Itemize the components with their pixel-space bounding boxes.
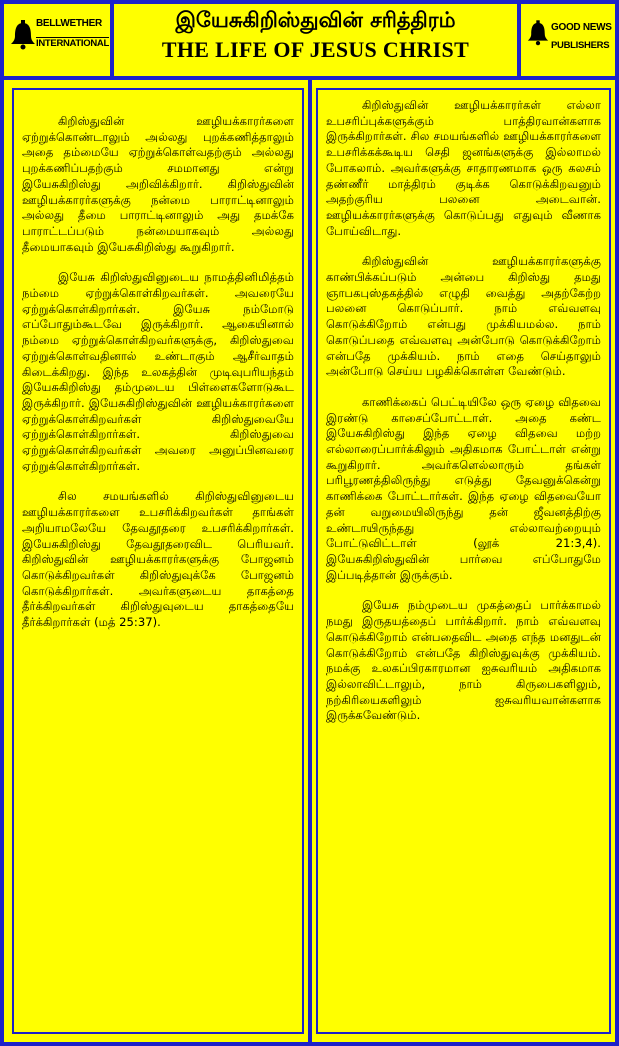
bell-icon <box>527 18 549 48</box>
paragraph: காணிக்கைப் பெட்டியிலே ஒரு ஏழை விதவை இரண்டு காசைப்போட்டாள். அதை கண்ட இயேசுகிறிஸ்து இந்த ஏழை விதவை மற்ற எல்லாரைப்பார்க்கிலும் அதிகமாக போட்டாள் என்று கூறுகிறார். அவர்களெல்லாரும் தங்கள் பரிபூரணத்திலிருந்து எடுத்து தேவனுக்கென்று காணிக்கை போட்டார்கள். இந்த ஏழை விதவையோ தன் வறுமையிலிருந்து தன் ஜீவனத்திற்கு உண்டாயிருந்தது எல்லாவற்றையும் போட்டுவிட்டாள் (லூக் 21:3,4). இயேசுகிறிஸ்துவின் பார்வை எப்போதுமே இப்படித்தான் இருக்கும். <box>326 394 601 582</box>
paragraph: கிறிஸ்துவின் ஊழியக்காரர்களை ஏற்றுக்கொண்டாலும் அல்லது புறக்கணித்தாலும் அதை தம்மையே ஏற்றுக்கொள்வதற்கும் அல்லது புறக்கணிப்பதற்கும் சமமானது என்று இயேசுகிறிஸ்து அறிவிக்கிறார். கிறிஸ்துவின் ஊழியக்காரர்களுக்கு நன்மை பாராட்டினாலும் அல்லது தீமை பாராட்டினாலும் அது தமக்கே பாராட்டப்படும் நன்மையாகவும் அல்லது தீமையாகவும் இயேசுகிறிஸ்து கூறுகிறார். <box>22 114 294 254</box>
good-news-logo <box>521 4 615 76</box>
logo-line1: GOOD NEWS <box>551 22 612 33</box>
right-column-frame <box>316 88 611 1034</box>
left-column <box>4 80 308 1042</box>
paragraph: கிறிஸ்துவின் ஊழியக்காரர்கள் எல்லா உபசரிப்புக்களுக்கும் பாத்திரவான்களாக இருக்கிறார்கள். சில சமயங்களில் ஊழியக்காரர்களை உபசரிக்கக்கூடிய செதி ஜனங்களுக்கு இல்லாமல் போகலாம். அவர்களுக்கு சாதாரணமாக ஒரு கலசம் தண்ணீர் மாத்திரம் குடிக்க கொடுக்கிறவனும் அதற்குரிய பலனை அடைவான். ஊழியக்காரர்களுக்கு கொடுப்பது எதுவும் வீணாக போய்விடாது. <box>326 98 601 238</box>
paragraph: சில சமயங்களில் கிறிஸ்துவினுடைய ஊழியக்காரர்களை உபசரிக்கிறவர்கள் தாங்கள் அறியாமலேயே தேவதூதரை உபசரிக்கிறார்கள். இயேசுகிறிஸ்து தேவதூதரைவிட பெரியவர். கிறிஸ்துவின் ஊழியக்காரர்களுக்கு போஜனம் கொடுக்கிறவர்கள் கிறிஸ்துவுக்கே போஜனம் கொடுக்கிறார்கள். அவர்களுடைய தாகத்தை தீர்க்கிறவர்கள் கிறிஸ்துவுடைய தாகத்தையே தீர்க்கிறார்கள் (மத் 25:37). <box>22 489 294 630</box>
paragraph: இயேசு கிறிஸ்துவினுடைய நாமத்தினிமித்தம் நம்மை ஏற்றுக்கொள்கிறவர்கள். அவரையே ஏற்றுக்கொள்கிறார்கள். இயேசு நம்மோடு எப்போதும்கூடவே இருக்கிறார். ஆகையினால் நம்மை ஏற்றுக்கொள்கிறவர்களுக்கு, கிறிஸ்துவை ஏற்றுக்கொள்வதினால் உண்டாகும் ஆசீர்வாதம் கிடைக்கிறது. இந்த உலகத்தின் முடிவுபரியந்தம் இயேசுகிறிஸ்து தம்முடைய பிள்ளைகளோடுகூட இருக்கிறார். இயேசுகிறிஸ்துவின் ஊழியக்காரர்களை ஏற்றுக்கொள்கிறவர்கள் கிறிஸ்துவையே ஏற்றுக்கொள்கிறார்கள். கிறிஸ்துவை ஏற்றுக்கொள்கிறவர்கள் அவரை அனுப்பினவரை ஏற்றுக்கொள்கிறார்கள். <box>22 270 294 473</box>
right-column <box>312 80 615 1042</box>
bell-icon <box>10 20 36 50</box>
logo-line2: INTERNATIONAL <box>36 38 109 49</box>
paragraph: கிறிஸ்துவின் ஊழியக்காரர்களுக்கு காண்பிக்கப்படும் அன்பை கிறிஸ்து தமது ஞாபகபுஸ்தகத்தில் எழுதி வைத்து அதற்கேற்ற பலனை கொடுப்பார். நாம் எவ்வளவு கொடுக்கிறோம் என்பது முக்கியமல்ல. நாம் கொடுப்பதை எவ்வளவு அன்போடு கொடுக்கிறோம் என்பதே முக்கியம். நாம் எதை செய்தாலும் அன்போடு செய்ய பழகிக்கொள்ள வேண்டும். <box>326 254 601 379</box>
title-panel <box>114 4 517 76</box>
bellwether-logo-panel <box>4 4 110 76</box>
left-column-frame <box>12 88 304 1034</box>
title-tamil: இயேசுகிறிஸ்துவின் சரித்திரம் <box>175 8 456 32</box>
paragraph: இயேசு நம்முடைய முகத்தைப் பார்க்காமல் நமது இருதயத்தைப் பார்க்கிறார். நாம் எவ்வளவு கொடுக்கிறோம் என்பதைவிட அதை எந்த மனதுடன் கொடுக்கிறோம் என்பதே கிறிஸ்துவுக்கு முக்கியம். நமக்கு உலகப்பிரகாரமான ஐசுவரியம் அதிகமாக இல்லாவிட்டாலும், நாம் கிருபைகளிலும், நற்கிரியைகளிலும் ஐசுவரியவான்களாக இருக்கவேண்டும். <box>326 598 601 723</box>
bellwether-logo <box>4 4 110 76</box>
logo-line2: PUBLISHERS <box>551 40 610 51</box>
logo-line1: BELLWETHER <box>36 18 102 29</box>
good-news-logo-panel <box>521 4 615 76</box>
title-english: THE LIFE OF JESUS CHRIST <box>161 37 470 62</box>
